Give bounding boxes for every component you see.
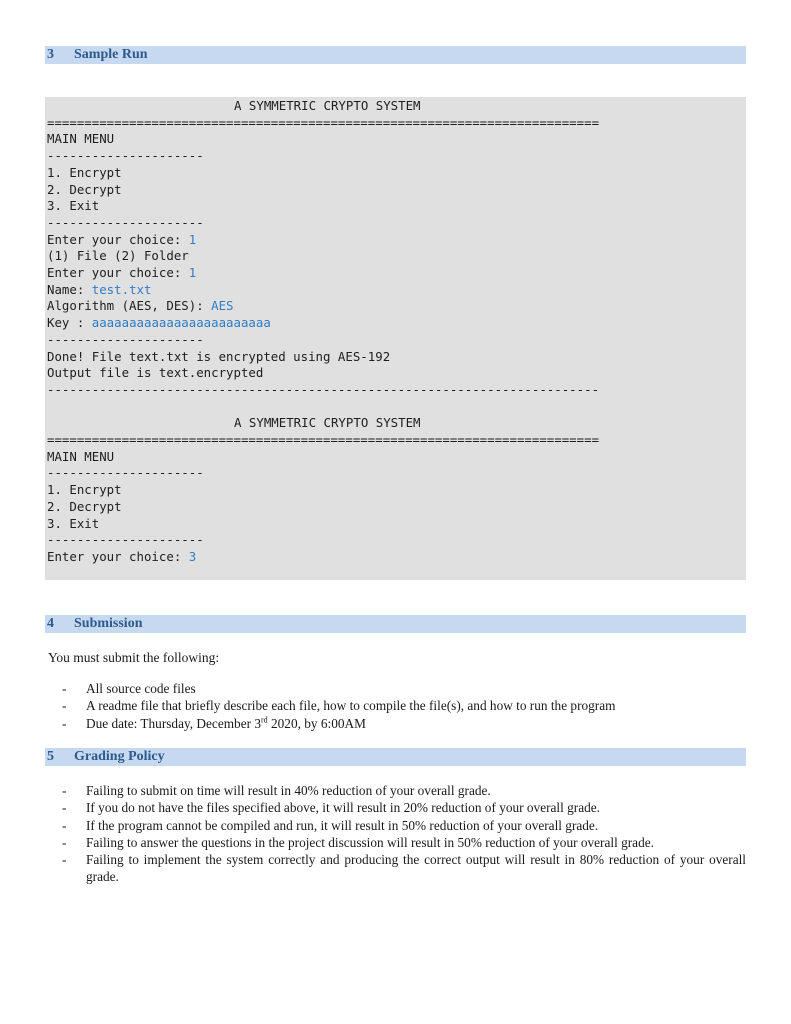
console-done-message: Done! File text.txt is encrypted using AES-192: [47, 348, 391, 364]
list-item-due-date: - Due date: Thursday, December 3rd 2020, by 6:00AM: [62, 715, 366, 731]
console-menu-header: MAIN MENU: [47, 448, 115, 464]
section-title: Submission: [74, 616, 143, 631]
section-title: Sample Run: [74, 47, 148, 62]
console-prompt: Enter your choice:: [47, 231, 189, 247]
list-item: - Failing to implement the system correctly and producing the correct output will result in 80% reduction of your overall grade.: [62, 852, 746, 885]
console-short-rule: ---------------------: [47, 148, 204, 164]
list-item: - Failing to answer the questions in the project discussion will result in 50% reduction of your overall grade.: [62, 834, 654, 850]
console-title: A SYMMETRIC CRYPTO SYSTEM: [234, 98, 421, 113]
section-number: 3: [47, 47, 54, 62]
list-item: - If the program cannot be compiled and run, it will result in 50% reduction of your overall grade.: [62, 817, 599, 833]
submission-list: [62, 680, 746, 732]
console-menu-item: 1. Encrypt: [47, 164, 122, 180]
list-item: - Failing to submit on time will result in 40% reduction of your overall grade.: [62, 783, 491, 798]
section-number: 5: [47, 749, 54, 764]
console-key-line: [47, 314, 271, 331]
console-prompt: Algorithm (AES, DES):: [47, 298, 212, 314]
console-name-line: [47, 281, 151, 298]
console-algorithm-line: [47, 297, 234, 314]
console-double-rule: ==========================================================================: [47, 432, 600, 447]
console-user-input: AES: [211, 298, 234, 314]
console-menu-item: 1. Encrypt: [47, 482, 122, 498]
console-target-prompt: (1) File (2) Folder: [47, 248, 189, 264]
console-menu-item: 3. Exit: [47, 198, 100, 214]
console-prompt: Key :: [47, 315, 92, 331]
console-user-input: 1: [188, 265, 197, 280]
console-prompt: Enter your choice:: [47, 265, 189, 280]
console-menu-item: 2. Decrypt: [47, 498, 122, 514]
console-menu-item: 3. Exit: [47, 515, 100, 531]
section-heading-grading-policy: [45, 748, 746, 766]
section-heading-sample-run: [45, 46, 746, 64]
console-choice-line: [47, 231, 196, 248]
console-choice-line: [47, 548, 196, 565]
console-prompt: Name:: [47, 281, 92, 297]
console-short-rule: ---------------------: [47, 214, 204, 230]
console-short-rule: ---------------------: [47, 465, 204, 481]
console-long-rule: --------------------------------------------------------------------------: [47, 381, 600, 397]
console-user-input: test.txt: [91, 281, 152, 297]
console-output-message: Output file is text.encrypted: [47, 365, 264, 381]
list-item: - A readme file that briefly describe each file, how to compile the file(s), and how to run the program: [62, 698, 616, 714]
console-user-input: aaaaaaaaaaaaaaaaaaaaaaaa: [91, 315, 271, 331]
console-user-input: 1: [188, 231, 197, 247]
list-item: - If you do not have the files specified above, it will result in 20% reduction of your overall grade.: [62, 800, 600, 816]
console-menu-header: MAIN MENU: [47, 131, 115, 147]
console-choice-line: [47, 264, 196, 281]
console-short-rule: ---------------------: [47, 331, 204, 347]
section-title: Grading Policy: [74, 749, 165, 764]
console-double-rule: ==========================================================================: [47, 114, 600, 130]
submission-intro: You must submit the following:: [48, 650, 220, 665]
console-title: A SYMMETRIC CRYPTO SYSTEM: [234, 415, 421, 431]
console-prompt: Enter your choice:: [47, 548, 189, 564]
console-output: [45, 97, 746, 580]
console-short-rule: ---------------------: [47, 532, 204, 548]
grading-list: [62, 782, 746, 886]
section-heading-submission: [45, 615, 746, 633]
list-item: - All source code files: [62, 681, 196, 696]
console-menu-item: 2. Decrypt: [47, 181, 122, 197]
section-number: 4: [47, 616, 54, 631]
console-user-input: 3: [188, 548, 197, 564]
